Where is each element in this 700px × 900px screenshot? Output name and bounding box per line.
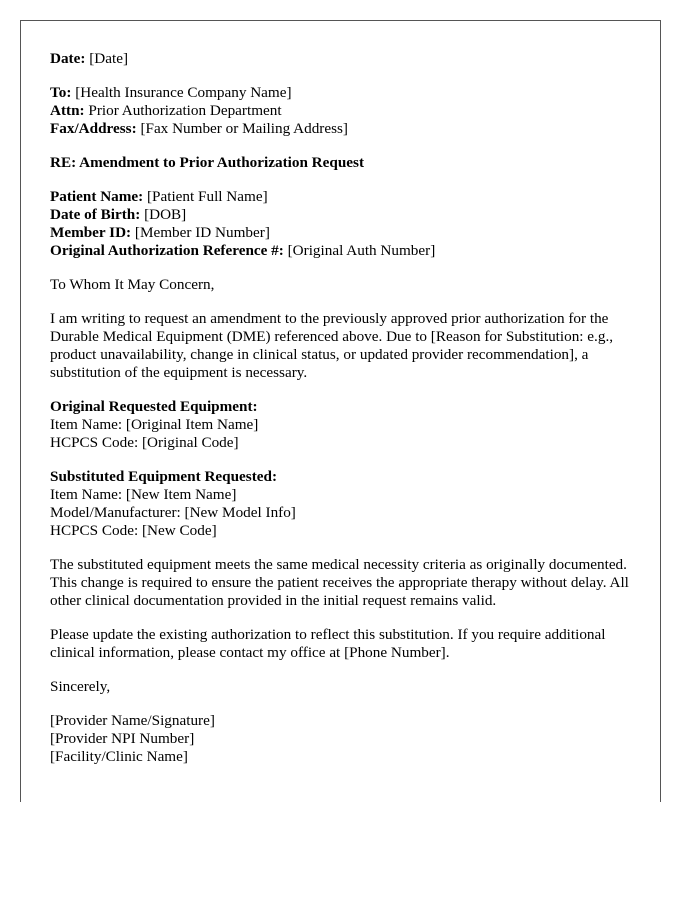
patient-name-label: Patient Name: <box>50 188 144 205</box>
closing: Sincerely, <box>50 678 111 695</box>
dob-value: [DOB] <box>144 206 187 223</box>
original-equipment-heading: Original Requested Equipment: <box>50 398 258 415</box>
attn-line <box>50 102 640 120</box>
original-equipment-block <box>50 398 640 452</box>
patient-name-line <box>50 188 640 206</box>
date-block <box>50 50 640 68</box>
letter-body <box>50 50 640 782</box>
new-hcpcs-code: HCPCS Code: [New Code] <box>50 522 217 539</box>
new-item-name: Item Name: [New Item Name] <box>50 486 237 503</box>
fax-label: Fax/Address: <box>50 120 137 137</box>
new-model-manufacturer: Model/Manufacturer: [New Model Info] <box>50 504 296 521</box>
attn-value: Prior Authorization Department <box>88 102 282 119</box>
to-line <box>50 84 640 102</box>
recipient-block <box>50 84 640 138</box>
dob-line <box>50 206 640 224</box>
intro-paragraph: I am writing to request an amendment to the previously approved prior authorization for the Durable Medical Equipment (DME) referenced above. Due to [Reason for Substitution: e.g., product unavailability, change in clinical status, or updated provider recommendation], a substitution of the equipment is necessary. <box>50 310 614 381</box>
necessity-paragraph: The substituted equipment meets the same medical necessity criteria as originally documented. This change is required to ensure the patient receives the appropriate therapy without delay. All other clinical documentation provided in the initial request remains valid. <box>50 556 629 609</box>
to-label: To: <box>50 84 72 101</box>
request-paragraph: Please update the existing authorization to reflect this substitution. If you require additional clinical information, please contact my office at [Phone Number]. <box>50 626 606 661</box>
original-hcpcs-code: HCPCS Code: [Original Code] <box>50 434 239 451</box>
subject-block <box>50 154 640 172</box>
date-value: [Date] <box>89 50 129 67</box>
auth-ref-line <box>50 242 640 260</box>
date-line <box>50 50 640 68</box>
original-item-name: Item Name: [Original Item Name] <box>50 416 259 433</box>
patient-block <box>50 188 640 260</box>
salutation: To Whom It May Concern, <box>50 276 215 293</box>
letter-page <box>20 20 661 802</box>
patient-name-value: [Patient Full Name] <box>147 188 268 205</box>
member-id-line <box>50 224 640 242</box>
auth-ref-value: [Original Auth Number] <box>287 242 436 259</box>
facility-name: [Facility/Clinic Name] <box>50 748 188 765</box>
necessity-paragraph-block <box>50 556 640 610</box>
fax-value: [Fax Number or Mailing Address] <box>140 120 348 137</box>
date-label: Date: <box>50 50 86 67</box>
dob-label: Date of Birth: <box>50 206 141 223</box>
closing-block <box>50 678 640 696</box>
attn-label: Attn: <box>50 102 85 119</box>
substituted-equipment-block <box>50 468 640 540</box>
member-id-value: [Member ID Number] <box>134 224 270 241</box>
to-value: [Health Insurance Company Name] <box>75 84 292 101</box>
signature-block <box>50 712 640 766</box>
salutation-block <box>50 276 640 294</box>
request-paragraph-block <box>50 626 640 662</box>
fax-line <box>50 120 640 138</box>
member-id-label: Member ID: <box>50 224 132 241</box>
intro-paragraph-block <box>50 310 640 382</box>
provider-npi: [Provider NPI Number] <box>50 730 195 747</box>
substituted-equipment-heading: Substituted Equipment Requested: <box>50 468 278 485</box>
provider-name: [Provider Name/Signature] <box>50 712 215 729</box>
subject-line: RE: Amendment to Prior Authorization Request <box>50 154 364 171</box>
auth-ref-label: Original Authorization Reference #: <box>50 242 284 259</box>
